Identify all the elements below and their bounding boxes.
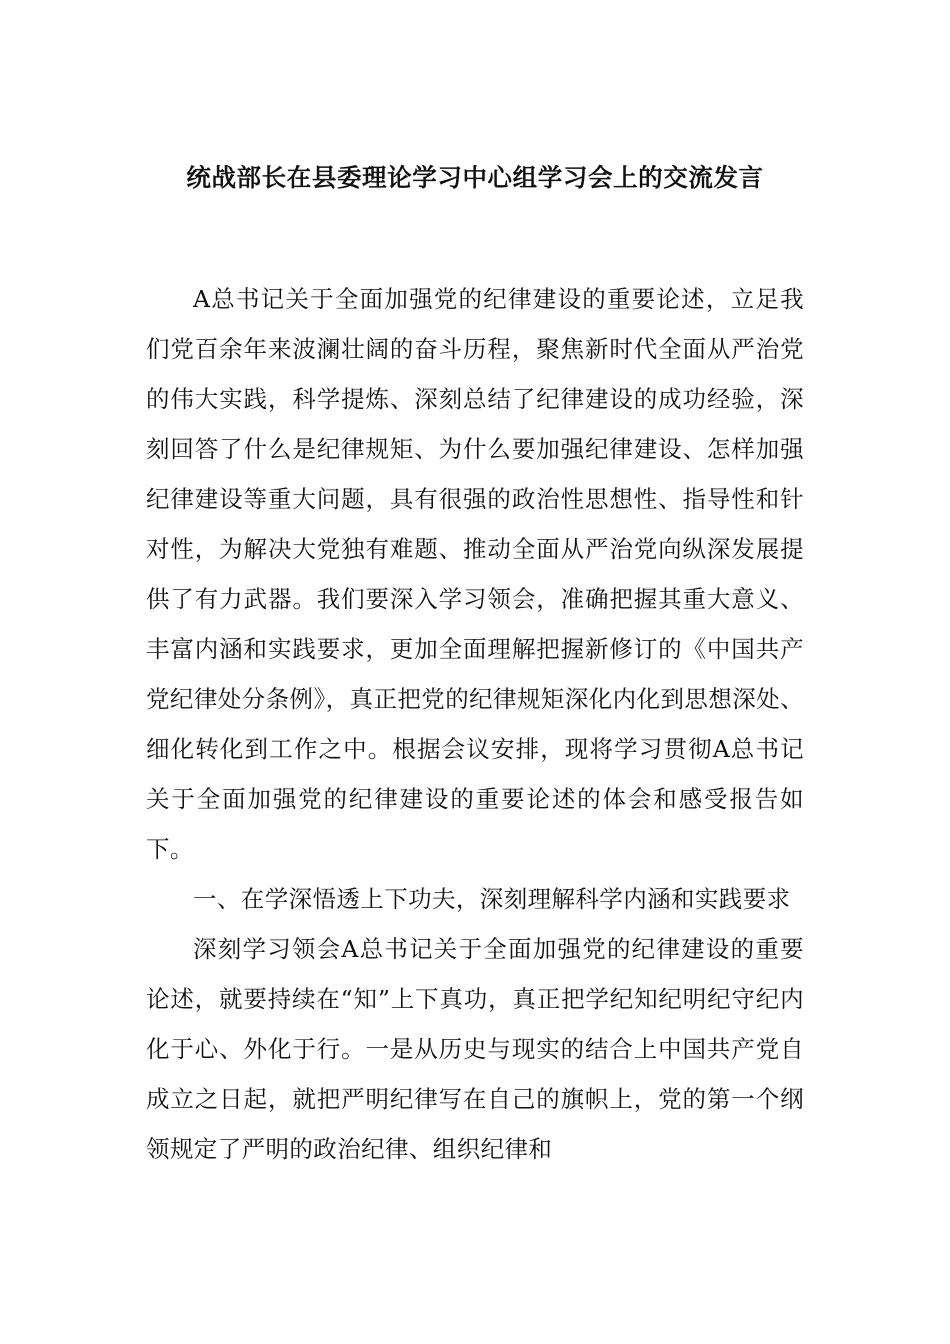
- section-heading: 一、在学深悟透上下功夫，深刻理解科学内涵和实践要求: [193, 885, 791, 913]
- body-paragraph: 深刻学习领会A总书记关于全面加强党的纪律建设的重要论述，就要持续在“知”上下真功，真正把学纪知纪明纪守纪内化于心、外化于行。一是从历史与现实的结合上中国共产党自成立之日起，就把严明纪律写在自己的旗帜上，党的第一个纲领规定了严明的政治纪律、组织纪律和: [146, 935, 804, 1163]
- document-body: [146, 274, 804, 1174]
- intro-paragraph: A总书记关于全面加强党的纪律建设的重要论述，立足我们党百余年来波澜壮阔的奋斗历程，聚焦新时代全面从严治党的伟大实践，科学提炼、深刻总结了纪律建设的成功经验，深刻回答了什么是纪律规矩、为什么要加强纪律建设、怎样加强纪律建设等重大问题，具有很强的政治性思想性、指导性和针对性，为解决大党独有难题、推动全面从严治党向纵深发展提供了有力武器。我们要深入学习领会，准确把握其重大意义、丰富内涵和实践要求，更加全面理解把握新修订的《中国共产党纪律处分条例》，真正把党的纪律规矩深化内化到思想深处、细化转化到工作之中。根据会议安排，现将学习贯彻A总书记关于全面加强党的纪律建设的重要论述的体会和感受报告如下。: [146, 285, 804, 863]
- document-title: 统战部长在县委理论学习中心组学习会上的交流发言: [186, 163, 764, 192]
